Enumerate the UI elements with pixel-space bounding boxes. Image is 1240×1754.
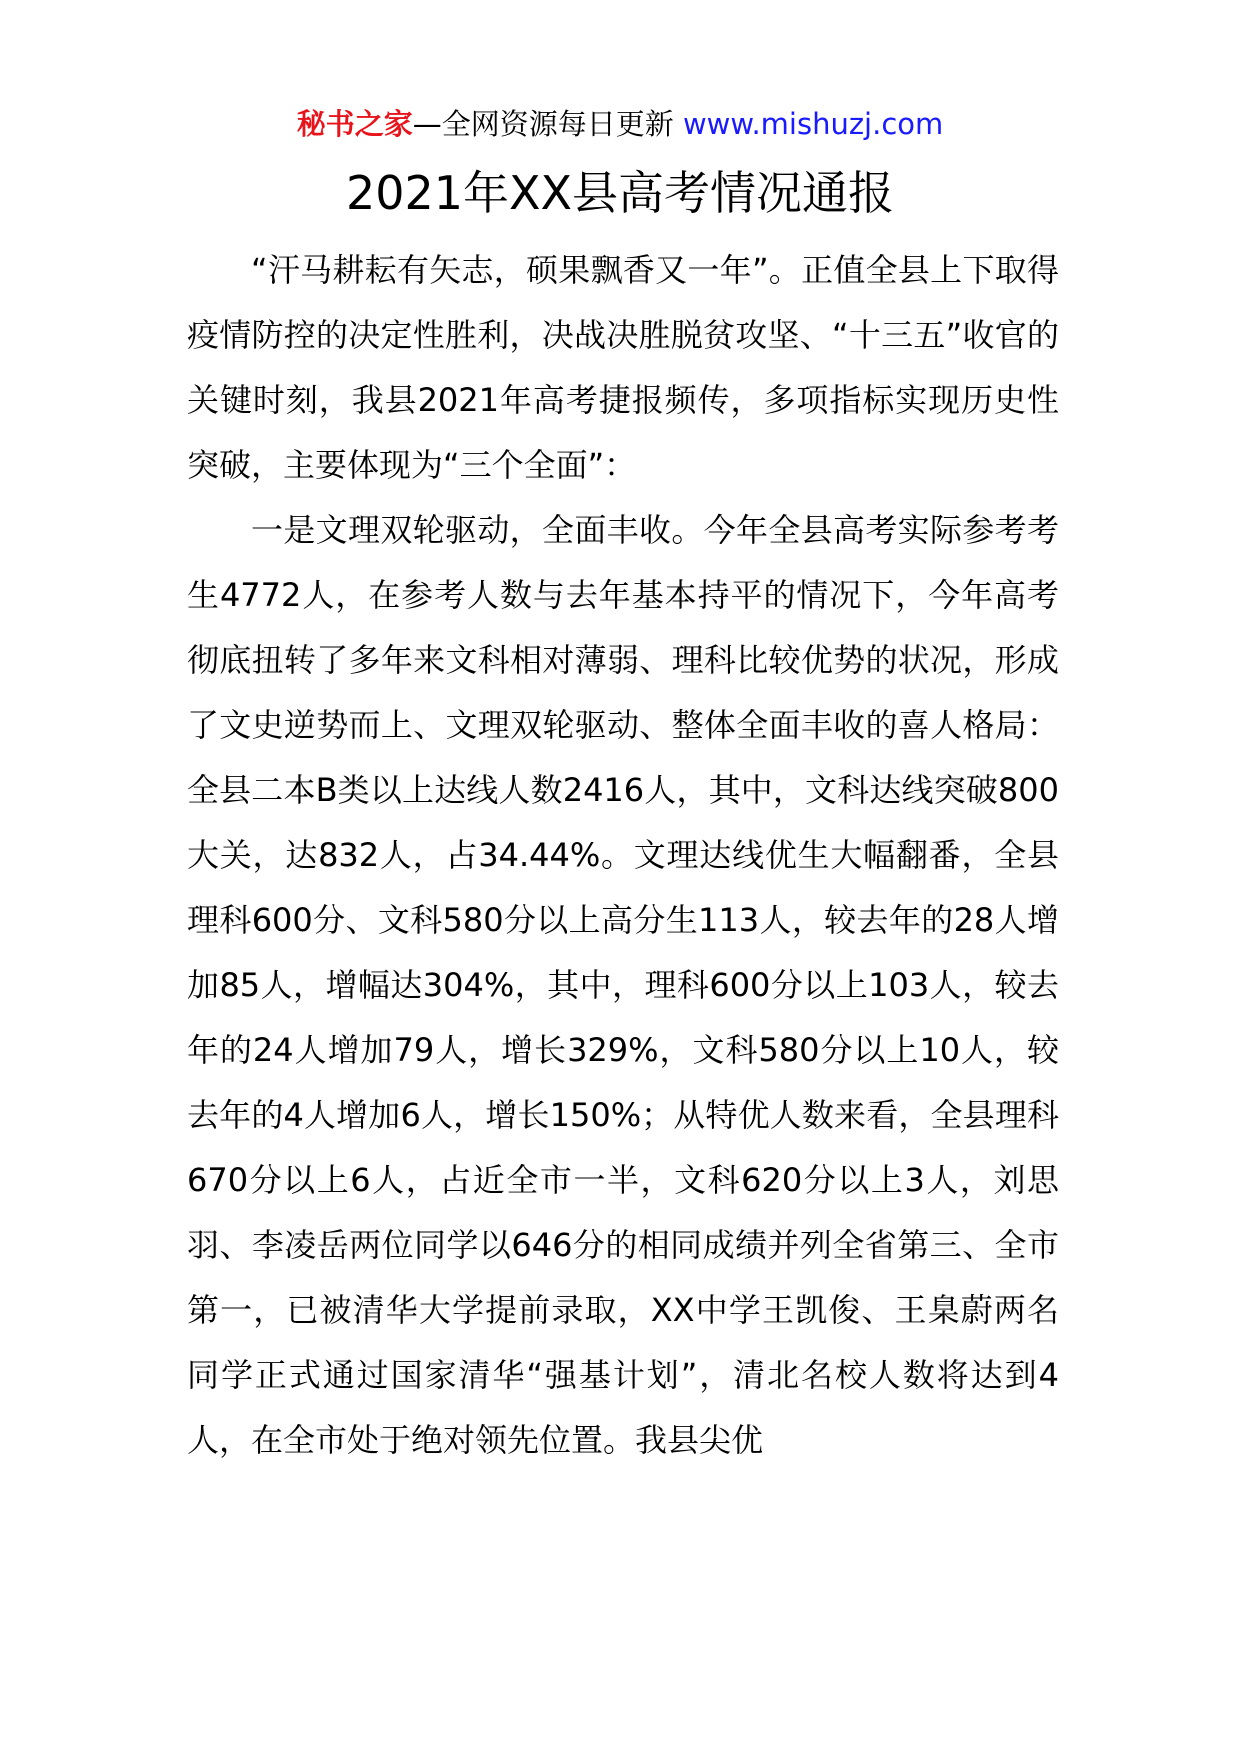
paragraph-first-point: 一是文理双轮驱动，全面丰收。今年全县高考实际参考考生4772人，在参考人数与去年基本持平的情况下，今年高考彻底扭转了多年来文科相对薄弱、理科比较优势的状况，形成了文史逆势而上、文理双轮驱动、整体全面丰收的喜人格局：全县二本B类以上达线人数2416人，其中，文科达线突破800大关，达832人，占34.44%。文理达线优生大幅翻番，全县理科600分、文科580分以上高分生113人，较去年的28人增加85人，增幅达304%，其中，理科600分以上103人，较去年的24人增加79人，增长329%，文科580分以上10人，较去年的4人增加6人，增长150%；从特优人数来看，全县理科670分以上6人，占近全市一半，文科620分以上3人，刘思羽、李凌岳两位同学以646分的相同成绩并列全省第三、全市第一，已被清华大学提前录取，XX中学王凯俊、王臬蔚两名同学正式通过国家清华“强基计划”，清北名校人数将达到4人，在全市处于绝对领先位置。我县尖优	[187, 511, 1059, 1459]
document-body	[187, 238, 1059, 1473]
site-header	[0, 100, 1240, 148]
site-brand: 秘书之家	[296, 107, 413, 141]
site-tagline: —全网资源每日更新	[412, 107, 674, 141]
document-title: 2021年XX县高考情况通报	[345, 166, 895, 220]
paragraph-intro: “汗马耕耘有矢志，硕果飘香又一年”。正值全县上下取得疫情防控的决定性胜利，决战决胜脱贫攻坚、“十三五”收官的关键时刻，我县2021年高考捷报频传，多项指标实现历史性突破，主要体现为“三个全面”：	[187, 251, 1059, 484]
site-url-link[interactable]: www.mishuzj.com	[682, 107, 944, 141]
